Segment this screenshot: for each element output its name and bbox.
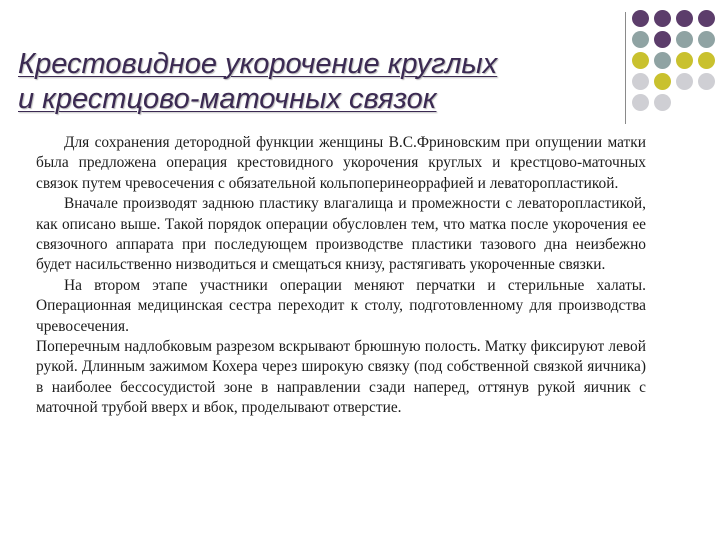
decorative-dot [654, 94, 671, 111]
paragraph-2: Вначале производят заднюю пластику влагалища и промежности с леваторопластикой, как описано выше. Такой порядок операции обусловлен тем, что матка после укорочения ее связочного аппарата при последующем производстве пластики тазового дна неизбежно будет насильственно низводиться и смещаться книзу, растягивать укороченные связки. [36, 195, 646, 274]
slide-title [18, 47, 618, 117]
decorative-dot [654, 31, 671, 48]
decorative-dot-grid [632, 10, 720, 110]
decorative-dot [698, 52, 715, 69]
paragraph-3: На втором этапе участники операции меняют перчатки и стерильные халаты. Операционная медицинская сестра переходит к столу, подготовленному для производства чревосечения. [36, 276, 646, 335]
title-divider-line [625, 12, 626, 124]
title-line-1: Крестовидное укорочение круглых [18, 48, 498, 80]
decorative-dot [632, 73, 649, 90]
decorative-dot [676, 31, 693, 48]
decorative-dot [676, 52, 693, 69]
decorative-dot [676, 73, 693, 90]
decorative-dot [632, 10, 649, 27]
decorative-dot [632, 52, 649, 69]
body-text [36, 133, 646, 419]
decorative-dot [676, 10, 693, 27]
title-line-2: и крестцово-маточных связок [18, 83, 437, 115]
decorative-dot [698, 31, 715, 48]
paragraph-1: Для сохранения детородной функции женщины В.С.Фриновским при опущении матки была предложена операция крестовидного укорочения круглых и крестцово-маточных связок путем чревосечения с обязательной кольпоперинеоррафией и леваторопластикой. [36, 134, 646, 192]
decorative-dot [632, 31, 649, 48]
decorative-dot [698, 10, 715, 27]
decorative-dot [698, 73, 715, 90]
decorative-dot [654, 10, 671, 27]
decorative-dot [654, 52, 671, 69]
paragraph-4: Поперечным надлобковым разрезом вскрывают брюшную полость. Матку фиксируют левой рукой. Длинным зажимом Кохера через широкую связку (под собственной связкой яичника) в наиболее бессосудистой зоне в направлении сзади наперед, оттянув рукой яичник с маточной трубой вверх и вбок, проделывают отверстие. [36, 338, 646, 417]
decorative-dot [654, 73, 671, 90]
decorative-dot [632, 94, 649, 111]
